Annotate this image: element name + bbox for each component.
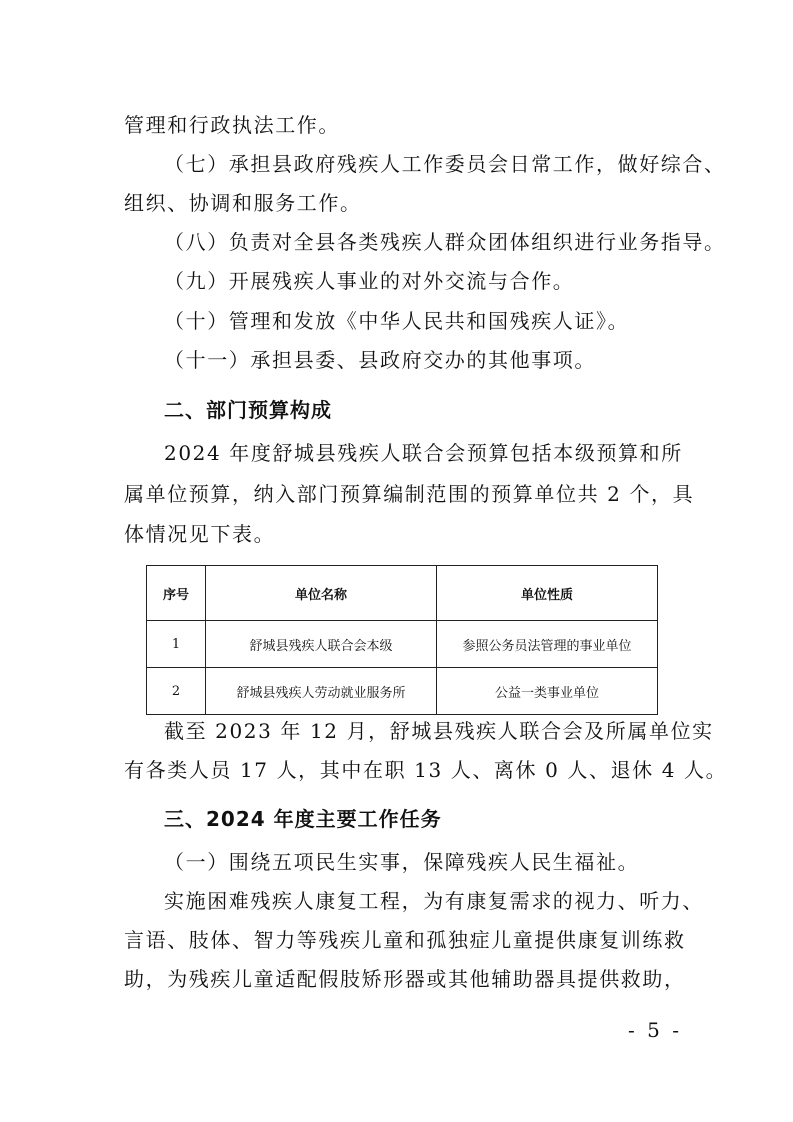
header-unit-name: 单位名称 [206,566,437,621]
cell-unit-name: 舒城县残疾人劳动就业服务所 [206,668,437,715]
duty-item-8: （八）负责对全县各类残疾人群众团体组织进行业务指导。 [164,230,726,254]
duty-item-11: （十一）承担县委、县政府交办的其他事项。 [164,348,596,372]
paragraph-continuation: 管理和行政执法工作。 [124,113,340,137]
duty-item-7: （七）承担县政府残疾人工作委员会日常工作，做好综合、 [164,152,726,176]
header-serial-number: 序号 [147,566,206,621]
budget-paragraph-line-3: 体情况见下表。 [124,522,276,546]
task-paragraph-line-1: 实施困难残疾人康复工程，为有康复需求的视力、听力、 [164,889,704,913]
duty-item-10: （十）管理和发放《中华人民共和国残疾人证》。 [164,309,630,333]
task-paragraph-line-2: 言语、肢体、智力等残疾儿童和孤独症儿童提供康复训练救 [124,928,686,952]
cell-unit-nature: 公益一类事业单位 [437,668,658,715]
duty-item-9: （九）开展残疾人事业的对外交流与合作。 [164,269,575,293]
staff-paragraph-line-2: 有各类人员 17 人，其中在职 13 人、离休 0 人、退休 4 人。 [124,758,728,782]
budget-units-table [146,565,658,715]
table-row [147,668,658,715]
cell-unit-nature: 参照公务员法管理的事业单位 [437,621,658,668]
budget-paragraph-line-1: 2024 年度舒城县残疾人联合会预算包括本级预算和所 [164,441,683,465]
cell-serial-number: 1 [147,621,206,668]
table-header-row [147,566,658,621]
staff-paragraph-line-1: 截至 2023 年 12 月，舒城县残疾人联合会及所属单位实 [164,719,714,743]
section-heading-main-tasks: 三、2024 年度主要工作任务 [164,807,442,831]
task-item-1: （一）围绕五项民生实事，保障残疾人民生福祉。 [164,850,640,874]
header-unit-nature: 单位性质 [437,566,658,621]
cell-serial-number: 2 [147,668,206,715]
page-number: - 5 - [628,1018,682,1042]
duty-item-7-continued: 组织、协调和服务工作。 [124,191,362,215]
cell-unit-name: 舒城县残疾人联合会本级 [206,621,437,668]
task-paragraph-line-3: 助，为残疾儿童适配假肢矫形器或其他辅助器具提供救助， [124,967,686,991]
table-row [147,621,658,668]
section-heading-budget-composition: 二、部门预算构成 [164,398,332,422]
budget-paragraph-line-2: 属单位预算，纳入部门预算编制范围的预算单位共 2 个，具 [124,482,695,506]
